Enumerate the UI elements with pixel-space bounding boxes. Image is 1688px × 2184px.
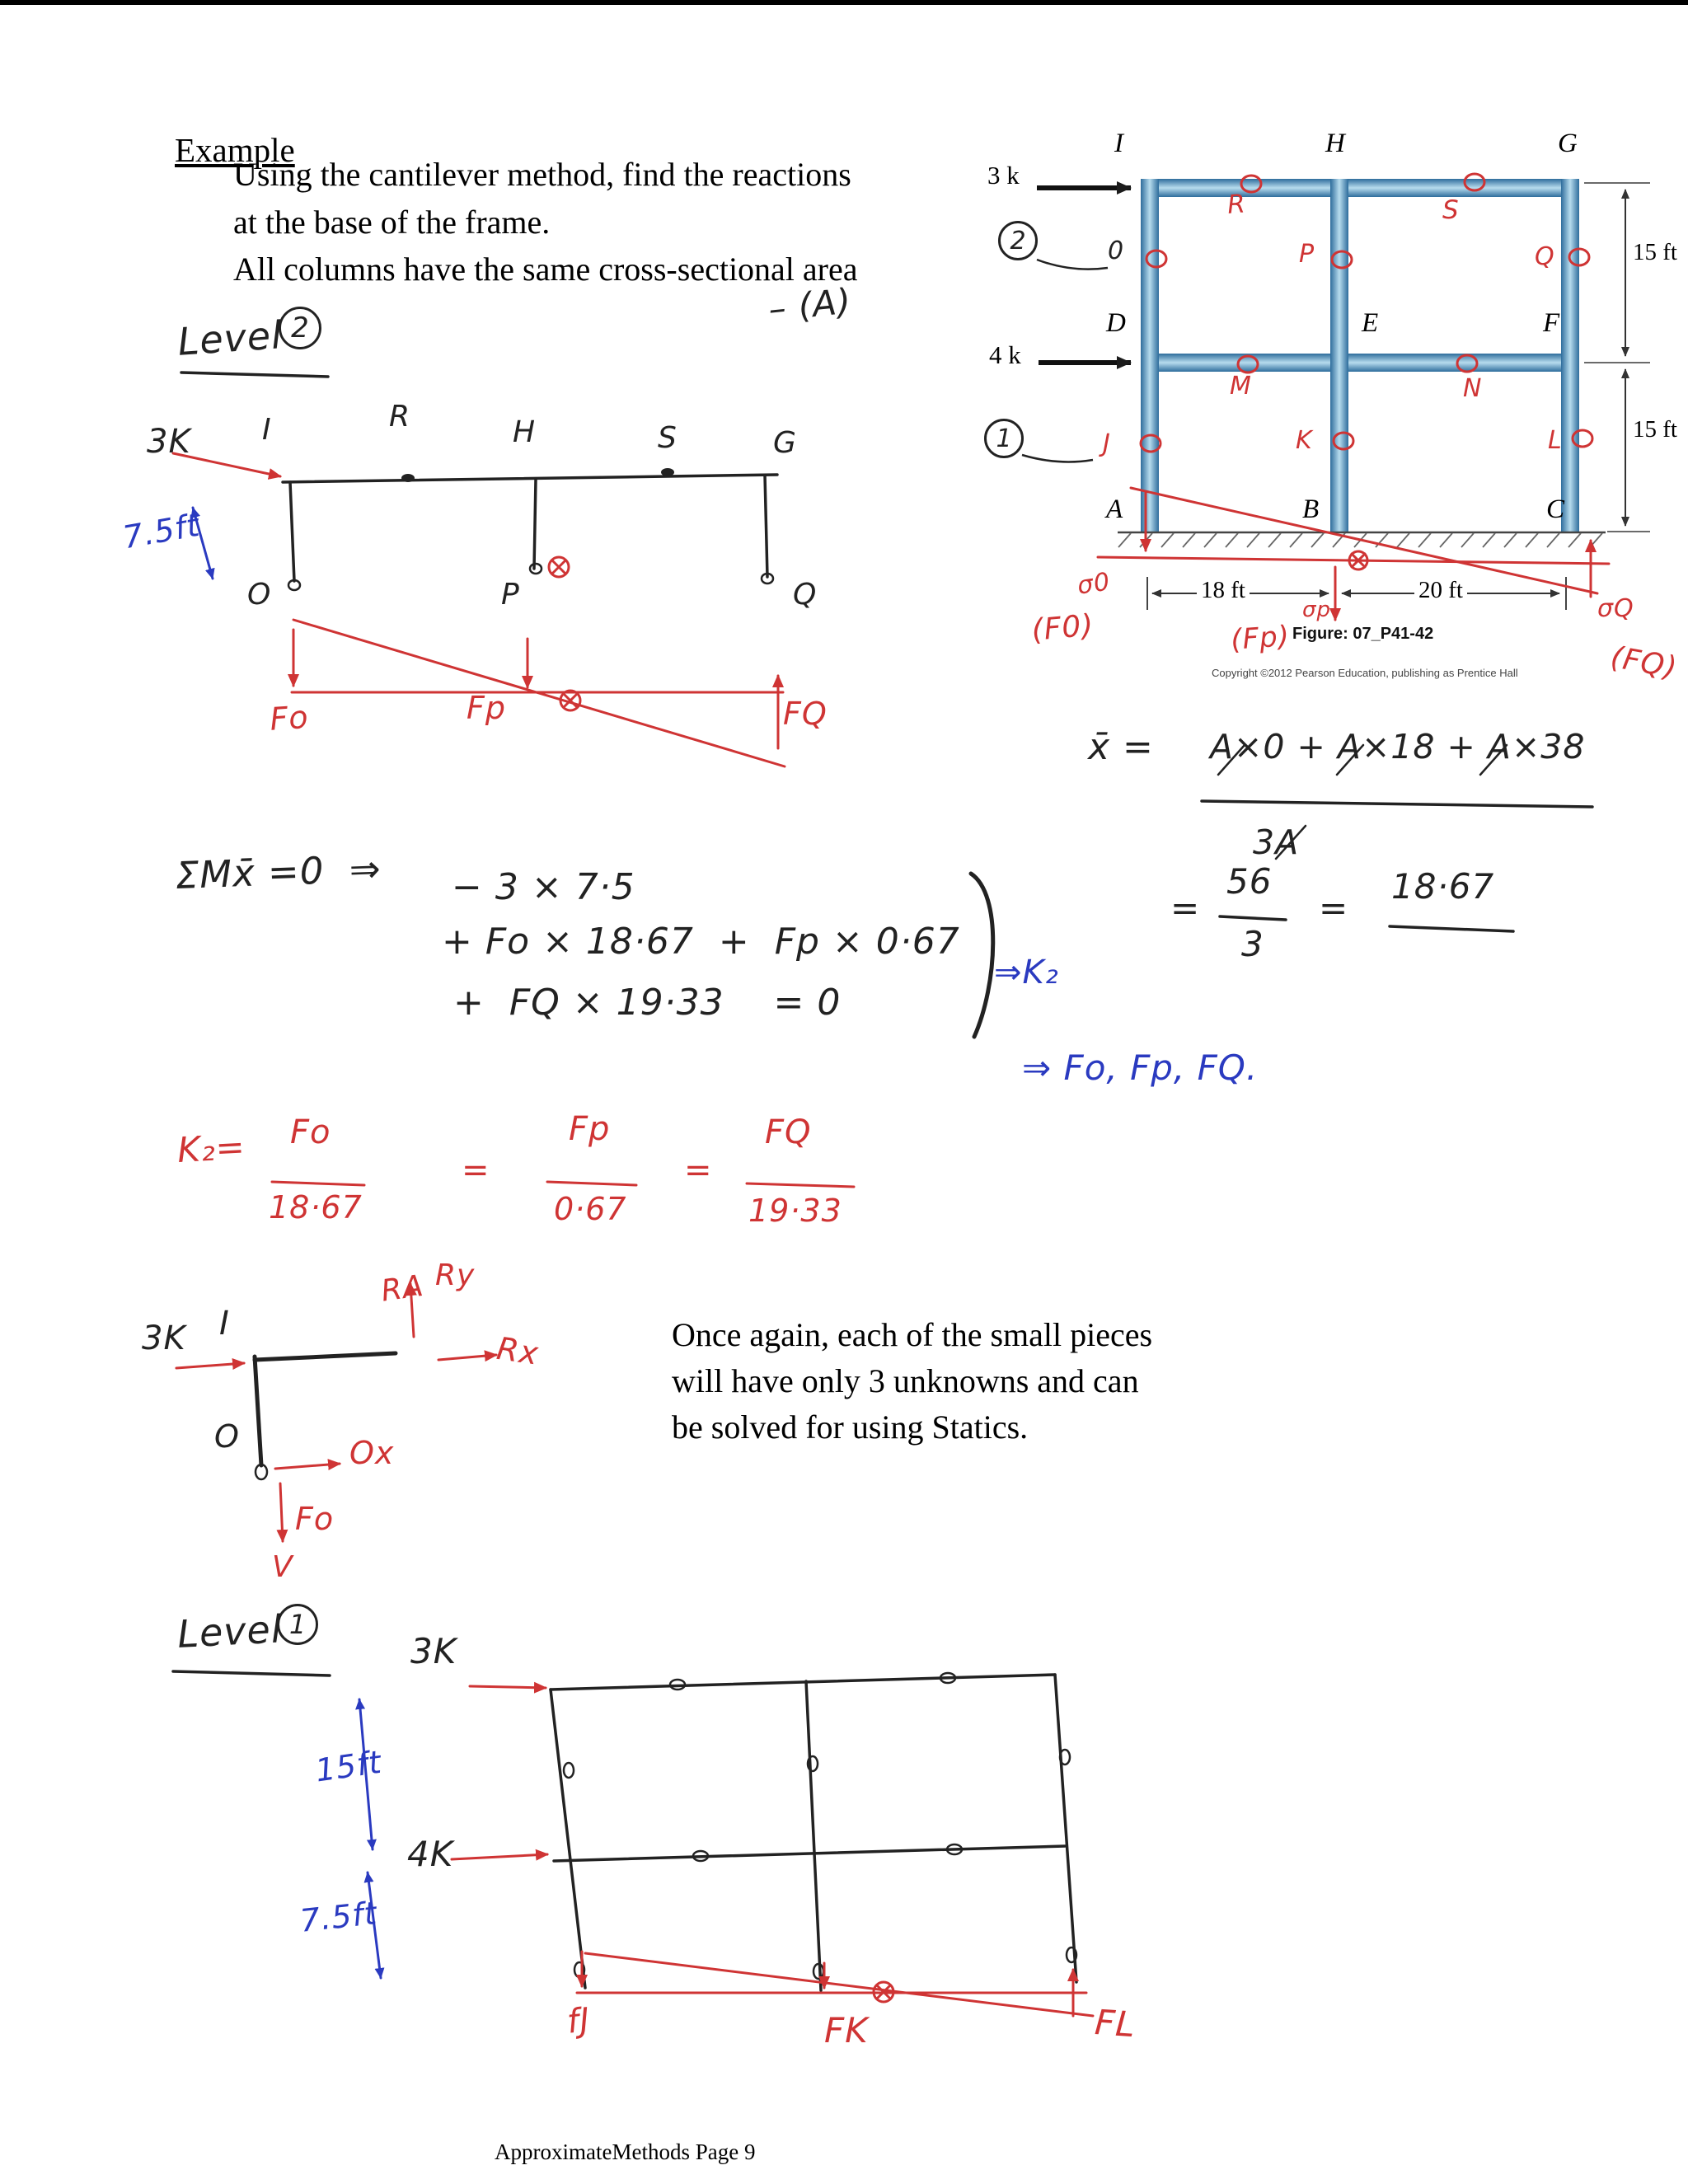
frame-top-beam bbox=[1141, 179, 1579, 197]
level1-load4-arrow bbox=[452, 1854, 547, 1859]
level1-load3-label: 3K bbox=[410, 1631, 457, 1671]
corner-label-Rx: Rx bbox=[495, 1330, 542, 1372]
level2-node-I: I bbox=[262, 413, 272, 447]
figure-label-J: J bbox=[1103, 429, 1111, 458]
figure-label-L: L bbox=[1548, 426, 1563, 455]
level2-heading-circle bbox=[279, 307, 321, 349]
frame-column-left bbox=[1141, 179, 1159, 532]
corner-beam bbox=[255, 1353, 396, 1360]
level2-marker-circle bbox=[998, 221, 1038, 260]
level1-heading-circle bbox=[277, 1604, 318, 1645]
level2-node-R: R bbox=[389, 400, 411, 434]
frac56-bar bbox=[1220, 916, 1286, 920]
hinge-oval bbox=[564, 1763, 574, 1778]
corner-label-Fo: Fo bbox=[295, 1501, 335, 1537]
figure-label-S: S bbox=[1442, 195, 1460, 225]
k2-fraction-bars bbox=[272, 1182, 854, 1187]
level2-force-diagram bbox=[292, 557, 785, 766]
level2-hinge-S bbox=[661, 468, 674, 476]
frame-column-mid bbox=[1330, 179, 1348, 532]
figure-node-G: G bbox=[1558, 129, 1578, 158]
level2-node-S: S bbox=[658, 421, 678, 455]
level1-heading-underline bbox=[173, 1671, 330, 1675]
figure-dim-story2: 15 ft bbox=[1629, 239, 1681, 265]
level2-marker-tail bbox=[1037, 260, 1108, 269]
statics-note-line1: Once again, each of the small pieces bbox=[672, 1316, 1153, 1353]
figure-label-O: 0 bbox=[1108, 237, 1125, 265]
level1-top-beam bbox=[551, 1675, 1055, 1690]
k2-frac3-den: 19·33 bbox=[748, 1193, 842, 1229]
level2-heading: Level bbox=[176, 312, 284, 364]
corner-node-I: I bbox=[219, 1305, 230, 1343]
level2-columns bbox=[290, 476, 767, 581]
level1-force-diagram bbox=[577, 1952, 1093, 2016]
figure-label-P: P bbox=[1299, 240, 1315, 269]
result-underline bbox=[1390, 926, 1513, 931]
level2-beam bbox=[283, 475, 777, 482]
figure-node-F: F bbox=[1543, 308, 1560, 338]
moment-term2: + Fo × 18·67 + Fp × 0·67 bbox=[442, 921, 960, 963]
level2-node-Q: Q bbox=[793, 578, 818, 612]
level2-heading-underline bbox=[181, 373, 328, 377]
corner-label-RA: RA bbox=[378, 1268, 426, 1309]
level2-force-Q: FQ bbox=[783, 696, 828, 732]
level2-dim-label: 7.5ft bbox=[120, 506, 203, 556]
xbar-lhs: x̄ = bbox=[1088, 726, 1154, 768]
figure-load-4k: 4 k bbox=[989, 340, 1021, 369]
figure-dim-bay1: 18 ft bbox=[1197, 577, 1250, 603]
moment-bracket bbox=[971, 874, 993, 1037]
corner-node-O: O bbox=[214, 1418, 240, 1455]
k2-equals-a: = bbox=[462, 1151, 490, 1189]
level1-heading: Level bbox=[176, 1606, 284, 1657]
figure-node-D: D bbox=[1106, 308, 1126, 338]
k2-equals-b: = bbox=[684, 1151, 713, 1189]
corner-label-Ox: Ox bbox=[349, 1435, 395, 1471]
figure-label-K: K bbox=[1296, 426, 1313, 455]
level2-heading-num: 2 bbox=[291, 312, 309, 344]
figure-node-H: H bbox=[1325, 129, 1345, 158]
corner-label-Ry: Ry bbox=[435, 1258, 476, 1292]
level2-node-O: O bbox=[247, 578, 272, 612]
moment-note-k2: ⇒K₂ bbox=[994, 954, 1059, 991]
level2-node-P: P bbox=[501, 578, 520, 612]
dim-ticks-right bbox=[1584, 183, 1650, 532]
header-line3: All columns have the same cross-sectional area bbox=[233, 251, 858, 288]
corner-load-label: 3K bbox=[142, 1319, 186, 1357]
closing-bracket bbox=[971, 874, 993, 1037]
xbar-fraction-bar bbox=[1202, 801, 1592, 807]
xbar-numerator: A×0 + A×18 + A×38 bbox=[1210, 727, 1586, 766]
level2-force-O: Fo bbox=[268, 698, 310, 738]
k2-frac1-num: Fo bbox=[290, 1113, 331, 1151]
statics-note-line3: be solved for using Statics. bbox=[672, 1408, 1029, 1446]
figure-force-O: (F0) bbox=[1029, 608, 1095, 648]
level1-marker-circle bbox=[984, 419, 1024, 458]
level2-cut-oval-P bbox=[530, 564, 542, 574]
figure-dim-story1: 15 ft bbox=[1629, 416, 1681, 443]
level2-hinge-R bbox=[401, 474, 415, 482]
level1-heading-num: 1 bbox=[288, 1609, 307, 1640]
header-line1: Using the cantilever method, find the reactions bbox=[233, 156, 851, 193]
corner-label-V: V bbox=[272, 1550, 293, 1584]
level2-load-label: 3K bbox=[147, 423, 191, 461]
figure-label-M: M bbox=[1230, 372, 1252, 401]
page-footer: ApproximateMethods Page 9 bbox=[495, 2139, 756, 2164]
axial-stress-baseline bbox=[1098, 557, 1609, 564]
corner-column bbox=[255, 1357, 261, 1465]
level2-node-G: G bbox=[773, 426, 797, 460]
fo-arrow bbox=[280, 1483, 283, 1541]
level1-mid-beam bbox=[554, 1846, 1065, 1861]
header-line2: at the base of the frame. bbox=[233, 204, 551, 241]
xbar-denominator: 3A bbox=[1253, 823, 1300, 862]
figure-force-P: (Fp) bbox=[1229, 620, 1292, 657]
rx-arrow bbox=[438, 1355, 496, 1360]
level1-force-K: FK bbox=[824, 2010, 869, 2050]
level1-force-L: FL bbox=[1093, 2002, 1137, 2046]
figure-node-A: A bbox=[1106, 494, 1123, 524]
level1-load3-arrow bbox=[470, 1686, 546, 1688]
hinge-mark-P-x bbox=[552, 560, 565, 574]
example-title: Example bbox=[175, 131, 295, 169]
figure-label-N: N bbox=[1463, 374, 1483, 403]
level1-marker-tail bbox=[1022, 455, 1093, 462]
corner-load-arrow bbox=[176, 1363, 244, 1368]
figure-node-I: I bbox=[1114, 129, 1123, 158]
ox-arrow bbox=[275, 1464, 340, 1469]
figure-sigma-Q: σQ bbox=[1597, 594, 1634, 623]
level1-columns bbox=[551, 1675, 1076, 1990]
figure-label-Q: Q bbox=[1535, 242, 1555, 271]
level1-dim75-label: 7.5ft bbox=[298, 1895, 379, 1939]
k2-frac3-num: FQ bbox=[765, 1113, 812, 1151]
level2-force-P: Fp bbox=[467, 690, 506, 726]
figure-copyright: Copyright ©2012 Pearson Education, publishing as Prentice Hall bbox=[1212, 667, 1518, 679]
k2-frac1-den: 18·67 bbox=[269, 1189, 363, 1226]
stress-diagonal bbox=[585, 1953, 1093, 2016]
moment-lhs: ΣMx̄ =0 ⇒ bbox=[174, 846, 382, 898]
xbar-equals-a: = bbox=[1170, 888, 1201, 928]
k2-frac2-num: Fp bbox=[569, 1110, 611, 1148]
k2-lhs: K₂= bbox=[176, 1126, 246, 1170]
xbar-equals-b: = bbox=[1319, 888, 1349, 928]
figure-node-B: B bbox=[1302, 494, 1320, 524]
level1-load4-label: 4K bbox=[407, 1834, 454, 1874]
level2-node-H: H bbox=[513, 415, 537, 449]
level1-force-J: fJ bbox=[565, 2001, 593, 2041]
statics-note-line2: will have only 3 unknowns and can bbox=[672, 1362, 1139, 1399]
figure-node-C: C bbox=[1546, 494, 1565, 524]
level1-marker-num: 1 bbox=[996, 424, 1012, 453]
figure-sigma-O: σ0 bbox=[1075, 567, 1113, 601]
level2-marker-num: 2 bbox=[1010, 226, 1026, 255]
figure-node-E: E bbox=[1362, 308, 1379, 338]
note-a-annotation: – (A) bbox=[766, 280, 854, 330]
figure-load-3k: 3 k bbox=[987, 161, 1020, 190]
moment-note-forces: ⇒ Fo, Fp, FQ. bbox=[1022, 1047, 1259, 1088]
level1-dim15-label: 15ft bbox=[312, 1743, 384, 1789]
xbar-frac56-den: 3 bbox=[1241, 924, 1264, 964]
moment-term1: − 3 × 7·5 bbox=[452, 866, 635, 908]
xbar-result: 18·67 bbox=[1391, 866, 1495, 907]
figure-sigma-P: σp bbox=[1302, 598, 1331, 622]
k2-bars bbox=[272, 1182, 854, 1187]
k2-frac2-den: 0·67 bbox=[554, 1191, 627, 1227]
moment-term3: + FQ × 19·33 = 0 bbox=[453, 982, 842, 1024]
figure-red-annotations bbox=[1098, 174, 1609, 620]
xbar-frac56-num: 56 bbox=[1226, 861, 1273, 902]
figure-force-Q: (FQ) bbox=[1608, 640, 1681, 686]
figure-caption: Figure: 07_P41-42 bbox=[1292, 625, 1434, 643]
figure-dim-bay2: 20 ft bbox=[1414, 577, 1467, 603]
frame-column-right bbox=[1561, 179, 1579, 532]
frame-mid-beam bbox=[1141, 354, 1579, 372]
level1-sketch bbox=[173, 1671, 1093, 2016]
figure-label-R: R bbox=[1226, 189, 1247, 220]
